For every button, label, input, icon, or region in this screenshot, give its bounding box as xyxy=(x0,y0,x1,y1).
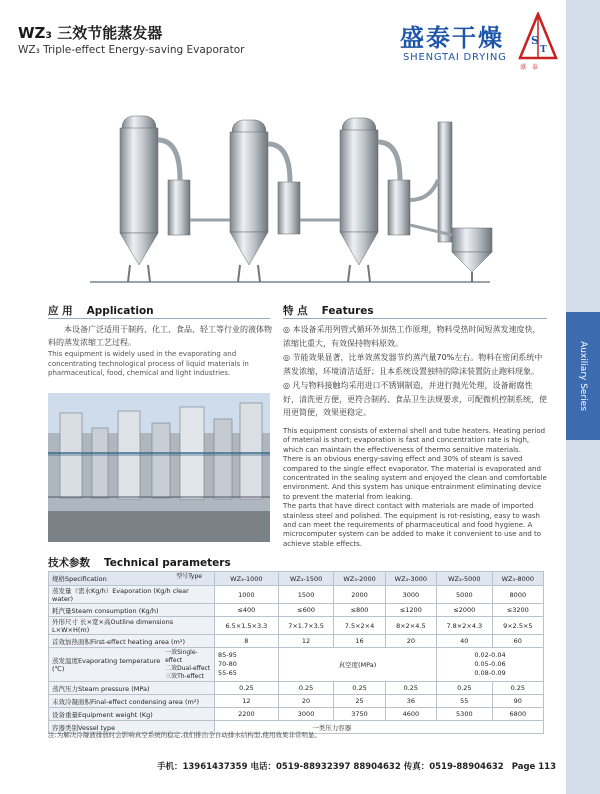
table-cell: 90 xyxy=(492,695,543,708)
table-cell: 0.25 xyxy=(334,682,385,695)
table-cell: 0.25 xyxy=(278,682,334,695)
technical-heading xyxy=(48,555,231,570)
vacuum-value: 0.02-0.04 xyxy=(474,651,506,659)
temp-values-cell xyxy=(215,648,279,682)
table-cell: 20 xyxy=(278,695,334,708)
table-cell: 16 xyxy=(334,635,385,648)
row-label: 蒸汽压力Steam pressure (MPa) xyxy=(49,682,215,695)
page-header xyxy=(0,0,600,90)
temp-sub-label: 三效Th-effect xyxy=(165,672,204,680)
page-title: WZ₃ 三效节能蒸发器 xyxy=(18,24,163,42)
temp-sub-label: 二效Dual-effect xyxy=(165,664,211,672)
table-cell: ≤3200 xyxy=(492,604,543,617)
temp-value: 85-95 xyxy=(218,651,237,659)
table-cell: 5000 xyxy=(437,586,493,604)
feature-item-cn: ◎ 本设备采用列管式循环外加热工作原理，物料受热时间短蒸发速度快，浓缩比重大，有效保持物料原效。 xyxy=(283,325,541,348)
table-cell: 0.25 xyxy=(215,682,279,695)
table-cell: ≤2000 xyxy=(437,604,493,617)
table-cell: 2200 xyxy=(215,708,279,721)
spec-table xyxy=(48,571,544,734)
table-cell: 25 xyxy=(334,695,385,708)
application-text-en: This equipment is widely used in the evaporating and concentrating technological process of liquid materials in pharmaceutical, food, chemical and light industries. xyxy=(48,350,249,377)
table-cell: 0.25 xyxy=(492,682,543,695)
vacuum-label: 真空度(MPa) xyxy=(278,648,436,682)
table-cell: 2000 xyxy=(334,586,385,604)
table-row xyxy=(49,708,544,721)
features-heading-en: Features xyxy=(321,305,374,317)
temp-label: 蒸发温度Evaporating temperature (℃) xyxy=(52,657,161,673)
vacuum-value: 0.08-0.09 xyxy=(474,669,506,677)
table-cell: 55 xyxy=(437,695,493,708)
table-cell: 4600 xyxy=(385,708,436,721)
row-label: 蒸发量（需水Kg/h）Evaporation (Kg/h clear water) xyxy=(49,586,215,604)
row-label: 外形尺寸 长×宽×高Outline dimensions L×W×H(m) xyxy=(49,617,215,635)
spec-header-row xyxy=(49,572,544,586)
application-heading-en: Application xyxy=(86,305,154,317)
table-row xyxy=(49,682,544,695)
evaporator-illustration xyxy=(80,110,500,300)
model-header: WZ₃-3000 xyxy=(385,572,436,586)
table-cell: 6800 xyxy=(492,708,543,721)
table-cell: 5300 xyxy=(437,708,493,721)
features-list-cn xyxy=(283,323,547,421)
effect-unit-2 xyxy=(230,120,300,282)
spec-corner-cell xyxy=(49,572,215,586)
vacuum-values-cell xyxy=(437,648,544,682)
condenser-unit xyxy=(410,122,492,282)
table-cell: 7×1.7×3.5 xyxy=(278,617,334,635)
table-row xyxy=(49,604,544,617)
table-cell: ≤400 xyxy=(215,604,279,617)
table-cell: 1500 xyxy=(278,586,334,604)
features-rule xyxy=(283,318,547,319)
vacuum-value: 0.05-0.06 xyxy=(474,660,506,668)
feature-item-en: There is an obvious energy-saving effect and 30% of steam is saved compared to the single effect evaporator. The material is evaporated and concentrated in the sealing system and enjoyed the clean and comfortable environment. And this system has unique entrainment eliminating device to prevent the material from leaking. xyxy=(283,455,547,501)
page-subtitle: WZ₃ Triple-effect Energy-saving Evaporator xyxy=(18,44,245,56)
table-cell: 7.8×2×4.3 xyxy=(437,617,493,635)
application-text-cn: 本设备广泛适用于制药、化工、食品、轻工等行业的液体物料的蒸发浓缩工艺过程。 xyxy=(48,325,272,347)
table-cell: ≤1200 xyxy=(385,604,436,617)
table-cell: 36 xyxy=(385,695,436,708)
table-row xyxy=(49,586,544,604)
table-cell: 12 xyxy=(215,695,279,708)
table-cell: 1000 xyxy=(215,586,279,604)
table-row xyxy=(49,617,544,635)
application-rule xyxy=(48,318,270,319)
page-footer xyxy=(0,760,566,772)
contact-info: 手机：13961437359 电话：0519-88932397 88904632 传真：0519-88904632 xyxy=(156,762,504,772)
table-row xyxy=(49,695,544,708)
table-cell: 8000 xyxy=(492,586,543,604)
table-cell: 7.5×2×4 xyxy=(334,617,385,635)
row-label: 耗汽量Steam consumption (Kg/h) xyxy=(49,604,215,617)
features-heading-cn: 特 点 xyxy=(283,305,308,317)
table-cell: 3750 xyxy=(334,708,385,721)
table-cell: 3000 xyxy=(278,708,334,721)
feature-item-en: The parts that have direct contact with materials are made of imported stainless steel and polished. The equipment is rot-resisting, easy to wash and can meet the requirements of pharmaceutical and food hygiene. A microcomputer system can be added to make it convenient to use and to achieve stable effects. xyxy=(283,502,542,548)
effect-unit-1 xyxy=(120,116,190,282)
table-cell: 3000 xyxy=(385,586,436,604)
table-cell: 9×2.5×5 xyxy=(492,617,543,635)
feature-item-cn: ◎ 凡与物料接触均采用进口不锈钢制造，并进行抛光处理，设备耐腐性好，清洗更方便，更符合制药、食品卫生法规要求，可配微机控制系统，使用更简便，效果更稳定。 xyxy=(283,381,547,417)
table-cell: 0.25 xyxy=(437,682,493,695)
model-header: WZ₃-5000 xyxy=(437,572,493,586)
application-heading xyxy=(48,303,154,318)
logo-letter-t: T xyxy=(540,45,547,55)
model-header: WZ₃-1500 xyxy=(278,572,334,586)
row-label: 设备重量Equipment weight (Kg) xyxy=(49,708,215,721)
logo-letter-s: S xyxy=(531,34,539,47)
table-cell: ≤800 xyxy=(334,604,385,617)
application-heading-cn: 应 用 xyxy=(48,305,73,317)
brand-name: 盛泰干燥 xyxy=(400,23,504,52)
table-cell: 20 xyxy=(385,635,436,648)
temp-sub-label: 一效Single-effect xyxy=(165,648,198,664)
vessel-type-value: 一类压力容器 xyxy=(278,721,385,734)
row-label: 末效冷凝面积Final-effect condensing area (m²) xyxy=(49,695,215,708)
temperature-row xyxy=(49,648,544,682)
technical-heading-cn: 技术参数 xyxy=(48,557,90,569)
page-number: Page 113 xyxy=(511,762,556,772)
table-cell: 40 xyxy=(437,635,493,648)
features-heading xyxy=(283,303,374,318)
temp-value: 70-80 xyxy=(218,660,237,668)
footnote: 注:为解决冷凝液排放时会影响真空系统的稳定,我们推出全自动排水结构型,使用效果非常明显。 xyxy=(48,731,321,739)
effect-unit-3 xyxy=(340,118,410,282)
model-header: WZ₃-2000 xyxy=(334,572,385,586)
model-header: WZ₃-1000 xyxy=(215,572,279,586)
row-label: 首效加热面积First-effect heating area (m²) xyxy=(49,635,215,648)
model-header: WZ₃-8000 xyxy=(492,572,543,586)
table-row xyxy=(49,635,544,648)
side-tab-label: Auxiliary Series xyxy=(578,341,588,411)
factory-photo xyxy=(48,393,270,542)
brand-name-en: SHENGTAI DRYING xyxy=(403,52,507,63)
table-cell: 6.5×1.5×3.3 xyxy=(215,617,279,635)
row-label xyxy=(49,648,215,682)
table-cell: ≤600 xyxy=(278,604,334,617)
model-type-label: 型号Type xyxy=(176,573,202,580)
logo-label: 盛泰 xyxy=(520,64,545,71)
table-cell: 8×2×4.5 xyxy=(385,617,436,635)
row-label: 容器类别Vessel type xyxy=(49,721,215,734)
table-cell: 8 xyxy=(215,635,279,648)
table-cell: 60 xyxy=(492,635,543,648)
feature-item-en: This equipment consists of external shell and tube heaters. Heating period of material is short; evaporation is fast and concentration rate is high, which can maintain the effectiveness of thermo sensitive materials. xyxy=(283,427,546,454)
technical-heading-en: Technical parameters xyxy=(104,557,231,569)
spec-label: 规格Specification xyxy=(52,575,107,583)
features-list-en xyxy=(283,427,547,549)
table-cell: 0.25 xyxy=(385,682,436,695)
temp-value: 55-65 xyxy=(218,669,237,677)
table-cell: 12 xyxy=(278,635,334,648)
feature-item-cn: ◎ 节能效果显著，比单效蒸发器节约蒸汽量70%左右。物料在密闭系统中蒸发浓缩，环境清洁适舒；且本系统设置独特的除沫装置防止跑料现象。 xyxy=(283,353,543,376)
